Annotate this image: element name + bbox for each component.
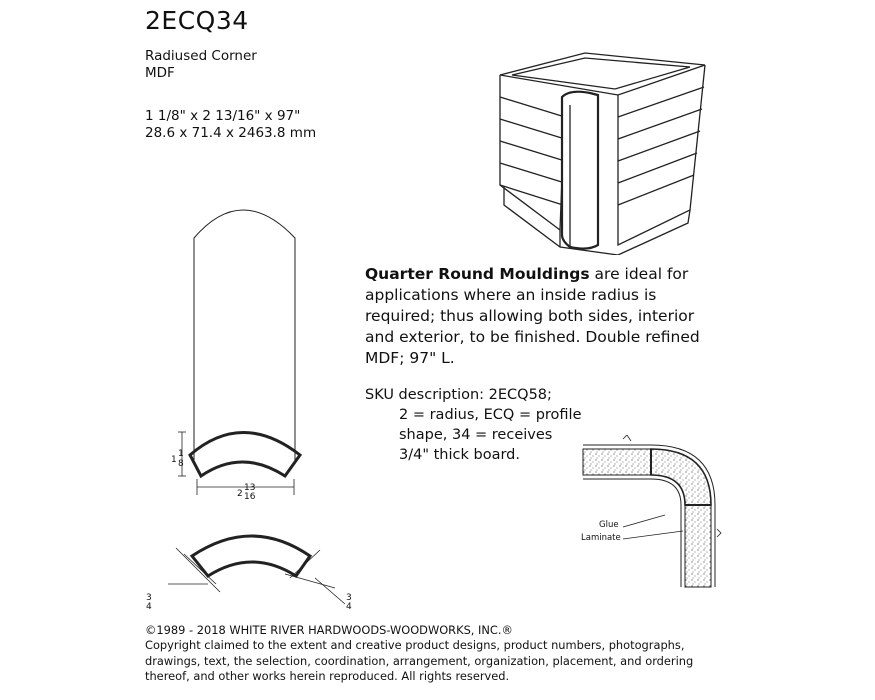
thickness-whole: 1 bbox=[171, 455, 177, 465]
board-right-denominator: 4 bbox=[346, 602, 352, 610]
copyright-footer bbox=[145, 623, 693, 684]
board-left-numerator: 3 bbox=[146, 593, 152, 603]
sku-line-2: 2 = radius, ECQ = profile bbox=[399, 407, 582, 423]
dimensions-metric: 28.6 x 71.4 x 2463.8 mm bbox=[145, 125, 317, 141]
product-description bbox=[365, 264, 725, 369]
product-material: MDF bbox=[145, 65, 175, 81]
board-right-numerator: 3 bbox=[346, 593, 352, 603]
laminate-label: Laminate bbox=[581, 533, 621, 543]
moulding-profile-drawing bbox=[140, 520, 370, 610]
description-body: are ideal for applications where an inside radius is required; thus allowing both sides, interior and exterior, to be finished. Double refined MDF; 97" L. bbox=[365, 265, 700, 367]
thickness-numerator: 1 bbox=[178, 449, 184, 459]
product-code: 2ECQ34 bbox=[145, 6, 249, 35]
moulding-elevation-drawing bbox=[170, 200, 320, 500]
width-numerator: 13 bbox=[244, 483, 256, 493]
copyright-line-3: drawings, text, the selection, coordination, arrangement, organization, placement, and ordering bbox=[145, 653, 694, 668]
sku-line-3: shape, 34 = receives bbox=[399, 427, 553, 443]
copyright-line-2: Copyright claimed to the extent and creative product designs, product numbers, photographs, bbox=[145, 638, 685, 653]
copyright-line-1: ©1989 - 2018 WHITE RIVER HARDWOODS-WOODWORKS, INC.® bbox=[145, 623, 513, 637]
planter-illustration bbox=[490, 45, 715, 255]
product-name: Radiused Corner bbox=[145, 48, 257, 64]
width-denominator: 16 bbox=[244, 492, 256, 500]
corner-detail-drawing bbox=[565, 435, 725, 590]
dimensions-imperial: 1 1/8" x 2 13/16" x 97" bbox=[145, 108, 301, 124]
sku-line-4: 3/4" thick board. bbox=[399, 447, 520, 463]
description-lead: Quarter Round Mouldings bbox=[365, 265, 590, 283]
copyright-line-4: thereof, and other works herein reproduced. All rights reserved. bbox=[145, 668, 510, 683]
thickness-denominator: 8 bbox=[178, 459, 184, 469]
sku-line-1: SKU description: 2ECQ58; bbox=[365, 387, 552, 403]
glue-label: Glue bbox=[599, 520, 619, 530]
board-left-denominator: 4 bbox=[146, 602, 152, 610]
sku-description bbox=[365, 385, 582, 465]
width-whole: 2 bbox=[237, 489, 243, 499]
